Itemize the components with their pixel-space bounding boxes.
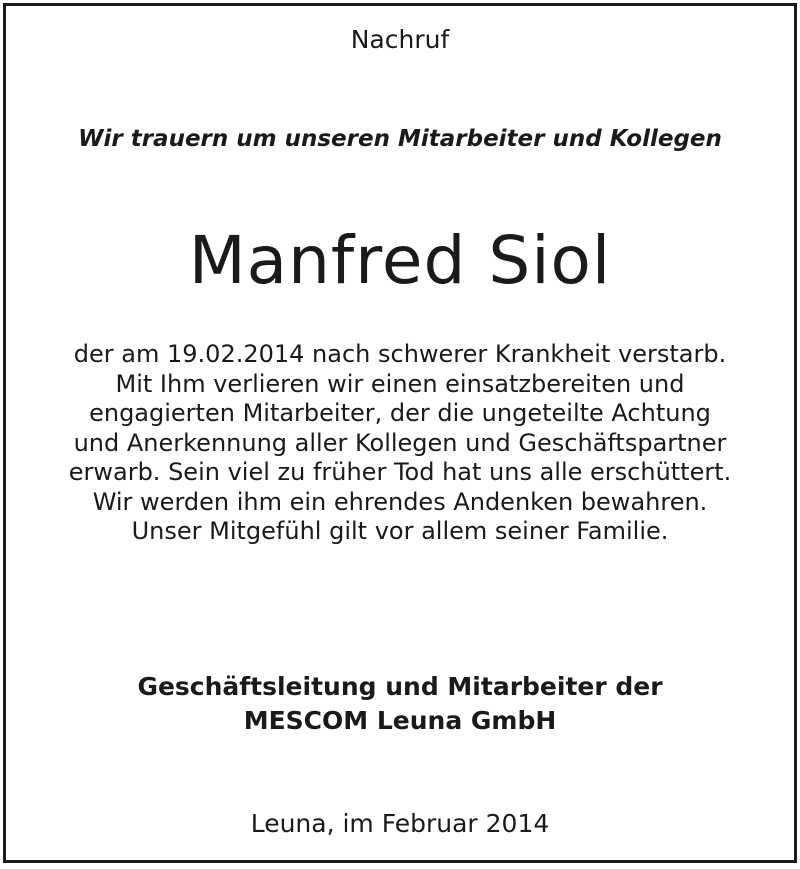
notice-body	[0, 340, 800, 547]
body-line: der am 19.02.2014 nach schwerer Krankheit verstarb.	[73, 340, 727, 368]
notice-subtitle: Wir trauern um unseren Mitarbeiter und Kollegen	[78, 126, 722, 152]
body-line: Mit Ihm verlieren wir einen einsatzbereiten und	[115, 369, 685, 398]
body-line: engagierten Mitarbeiter, der die ungeteilte Achtung	[89, 399, 711, 427]
body-line: erwarb. Sein viel zu früher Tod hat uns alle erschüttert.	[68, 458, 732, 486]
signature-line-1: Geschäftsleitung und Mitarbeiter der	[137, 672, 663, 701]
body-line: und Anerkennung aller Kollegen und Geschäftspartner	[73, 428, 727, 457]
notice-kicker: Nachruf	[350, 25, 450, 54]
place-and-date: Leuna, im Februar 2014	[250, 809, 550, 838]
signature-line-2: MESCOM Leuna GmbH	[243, 706, 557, 735]
body-line: Wir werden ihm ein ehrendes Andenken bewahren.	[92, 487, 708, 516]
deceased-name: Manfred Siol	[188, 222, 612, 299]
body-line: Unser Mitgefühl gilt vor allem seiner Familie.	[131, 517, 669, 545]
